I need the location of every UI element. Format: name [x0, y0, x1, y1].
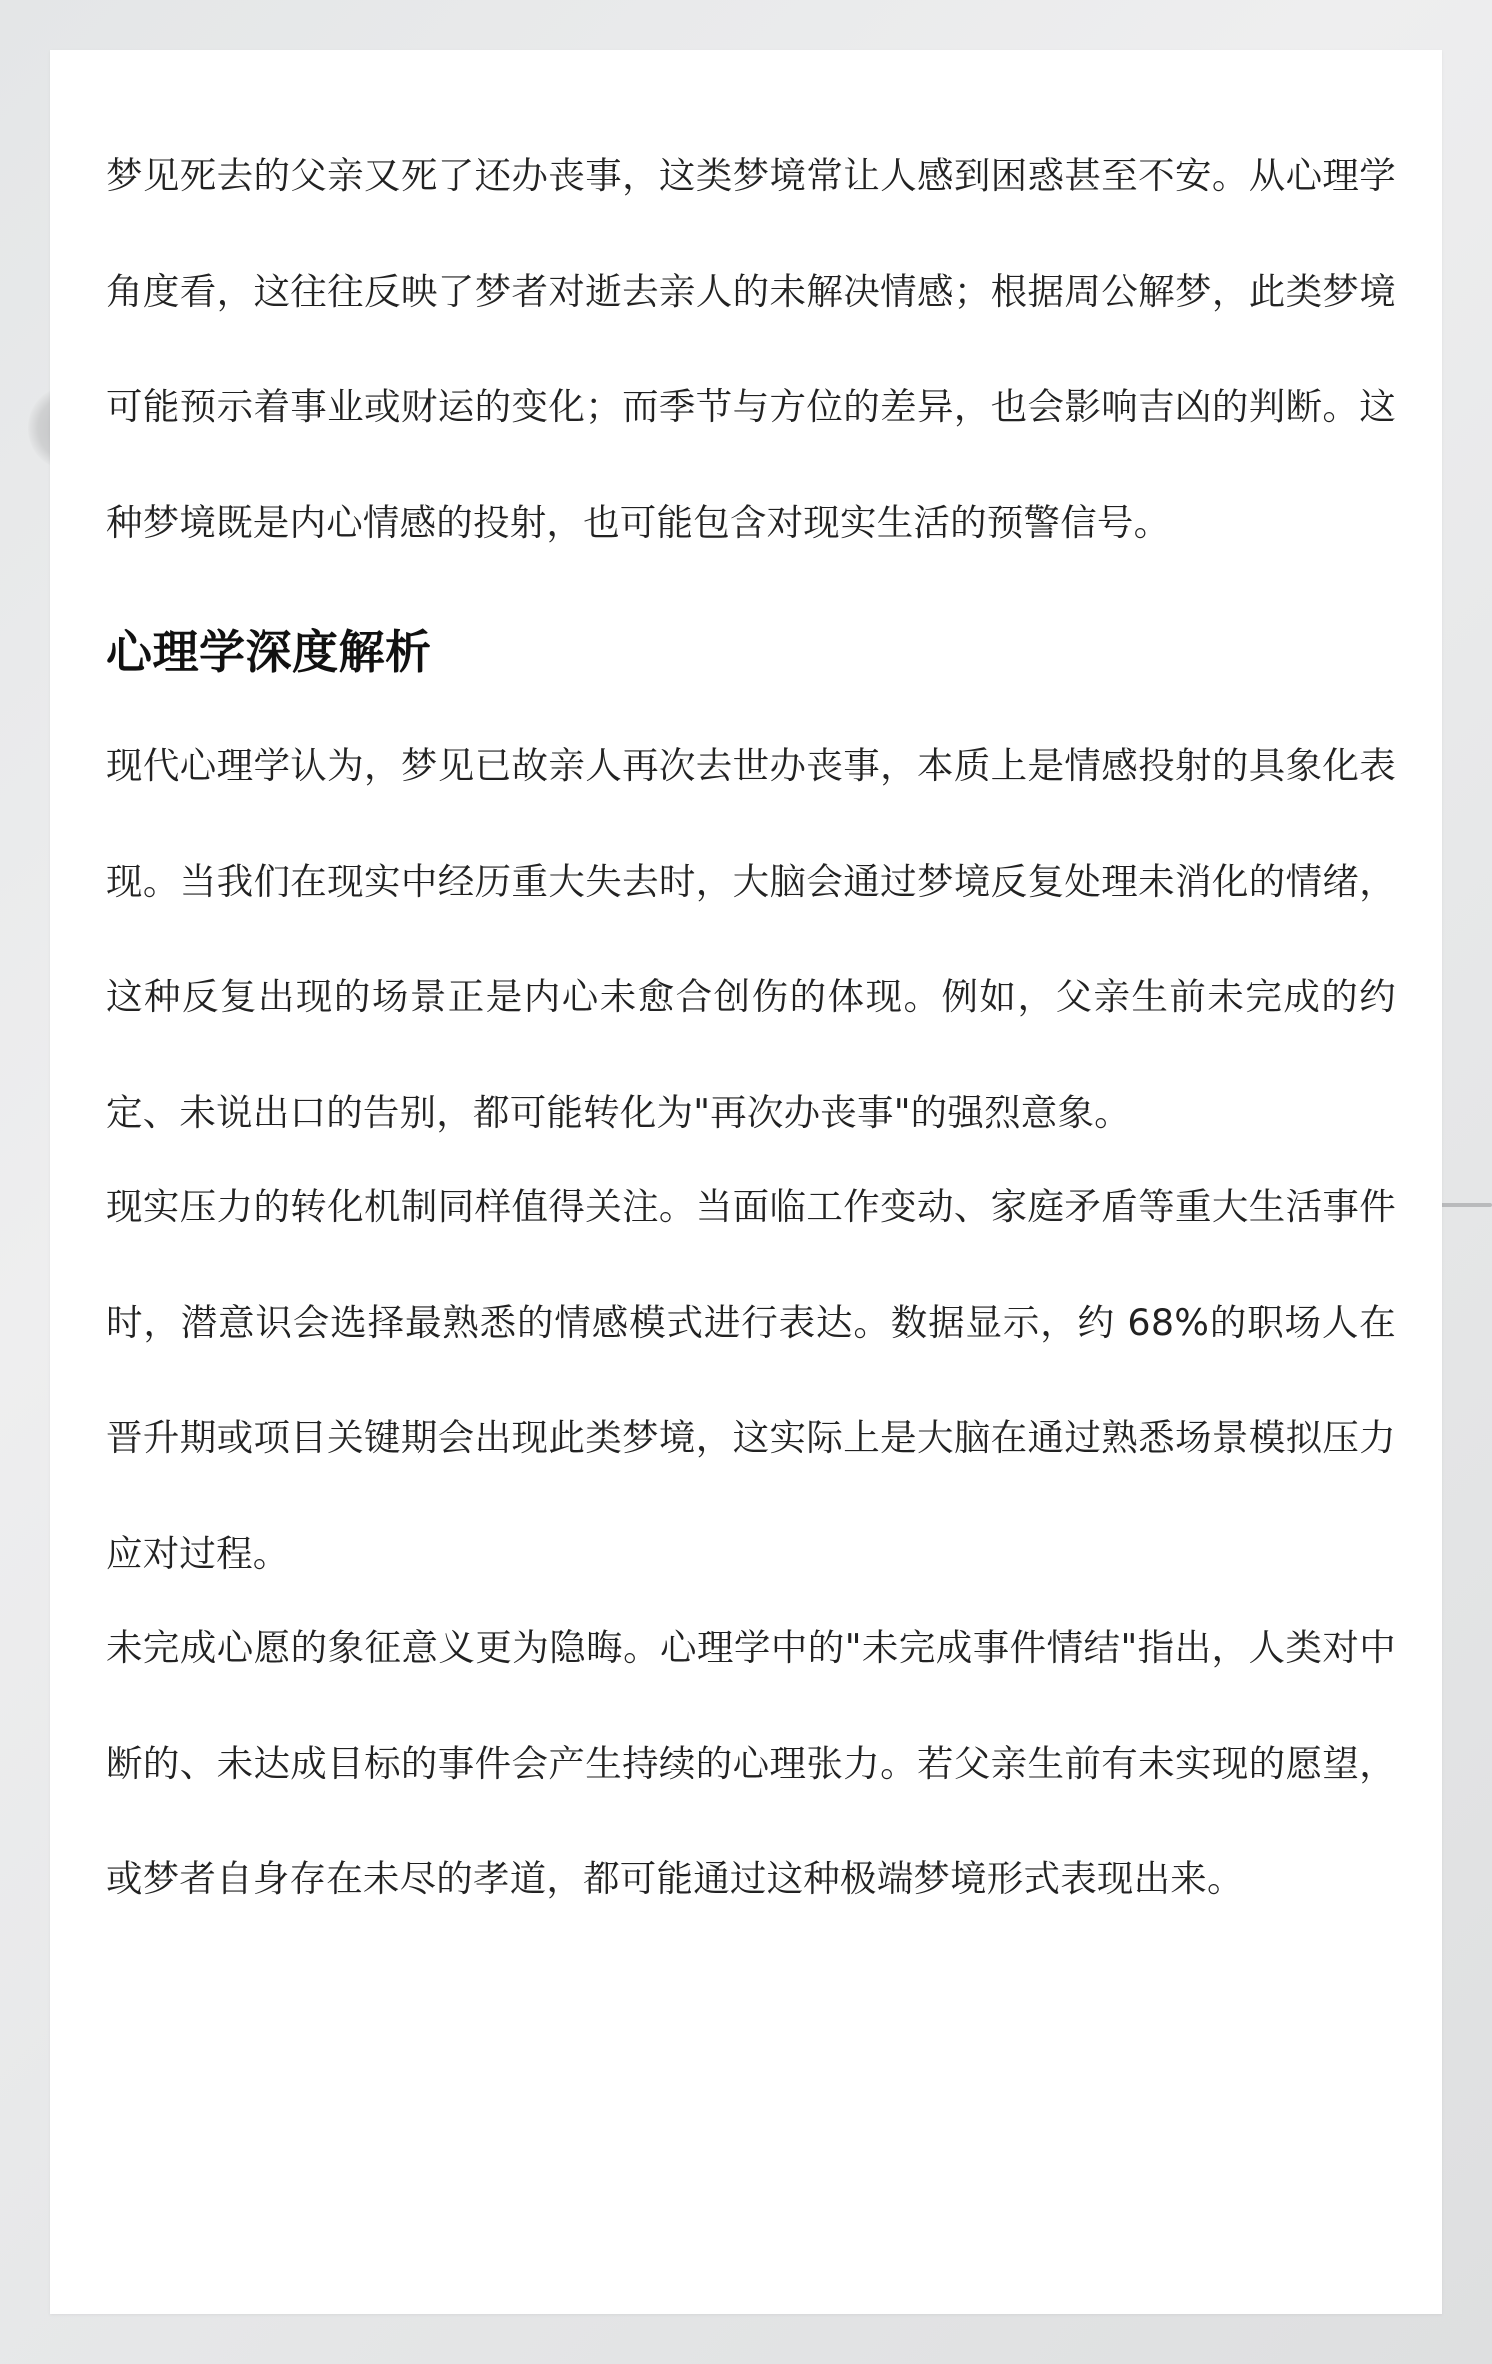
article-content: [106, 50, 1396, 1937]
section-heading: 心理学深度解析: [106, 625, 432, 679]
body-paragraph-1: 现代心理学认为，梦见已故亲人再次去世办丧事，本质上是情感投射的具象化表现。当我们在现实中经历重大失去时，大脑会通过梦境反复处理未消化的情绪，这种反复出现的场景正是内心未愈合创伤的体现。例如，父亲生前未完成的约定、未说出口的告别，都可能转化为"再次办丧事"的强烈意象。: [106, 744, 1396, 1134]
article-card: [50, 50, 1442, 2314]
background-edge-line: [1440, 1203, 1492, 1207]
intro-paragraph: 梦见死去的父亲又死了还办丧事，这类梦境常让人感到困惑甚至不安。从心理学角度看，这往往反映了梦者对逝去亲人的未解决情感；根据周公解梦，此类梦境可能预示着事业或财运的变化；而季节与方位的差异，也会影响吉凶的判断。这种梦境既是内心情感的投射，也可能包含对现实生活的预警信号。: [106, 154, 1396, 544]
body-paragraph-3: 未完成心愿的象征意义更为隐晦。心理学中的"未完成事件情结"指出，人类对中断的、未达成目标的事件会产生持续的心理张力。若父亲生前有未实现的愿望，或梦者自身存在未尽的孝道，都可能通过这种极端梦境形式表现出来。: [106, 1626, 1396, 1900]
body-paragraph-2: 现实压力的转化机制同样值得关注。当面临工作变动、家庭矛盾等重大生活事件时，潜意识会选择最熟悉的情感模式进行表达。数据显示，约 68%的职场人在晋升期或项目关键期会出现此类梦境，这实际上是大脑在通过熟悉场景模拟压力应对过程。: [106, 1185, 1396, 1575]
